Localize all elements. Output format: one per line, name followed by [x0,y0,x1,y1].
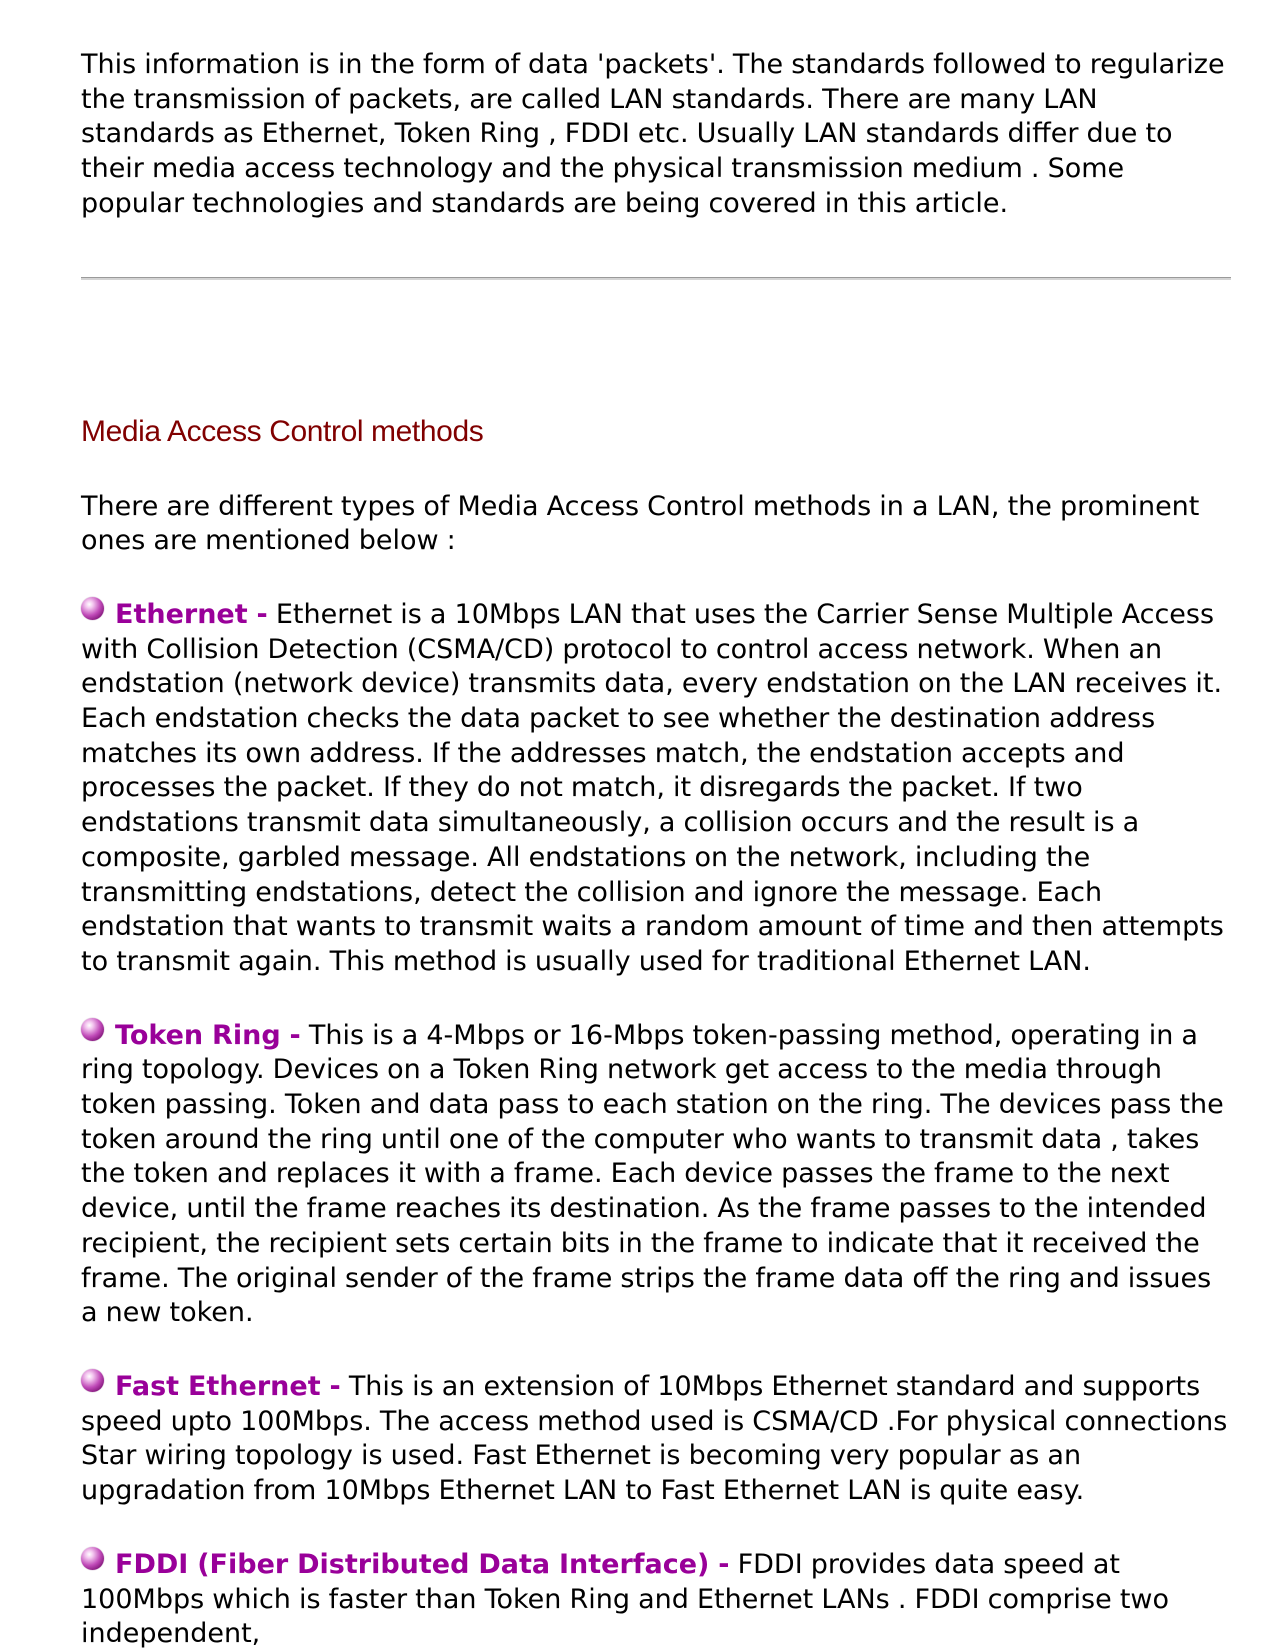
purple-bullet-icon [81,1018,104,1041]
desc-token-ring: This is a 4-Mbps or 16-Mbps token-passing method, operating in a ring topology. Devices on a Token Ring network get access to the media through token passing. Token and data pass to each station on the ring. The devices pass the token around the ring until one of the computer who wants to transmit data , takes the token and replaces it with a frame. Each device passes the frame to the next device, until the frame reaches its destination. As the frame passes to the intended recipient, the recipient sets certain bits in the frame to indicate that it received the frame. The original sender of the frame strips the frame data off the ring and issues a new token. [81,1019,1224,1329]
document-page [81,48,1231,1652]
purple-bullet-icon [81,597,104,620]
list-item-fast-ethernet [81,1369,1231,1509]
purple-bullet-icon [81,1547,104,1570]
term-fast-ethernet: Fast Ethernet - [115,1370,341,1402]
list-item-token-ring [81,1018,1231,1331]
section-heading: Media Access Control methods [81,414,484,448]
desc-ethernet: Ethernet is a 10Mbps LAN that uses the Carrier Sense Multiple Access with Collision Detection (CSMA/CD) protocol to control access network. When an endstation (network device) transmits data, every endstation on the LAN receives it. Each endstation checks the data packet to see whether the destination address matches its own address. If the addresses match, the endstation accepts and processes the packet. If they do not match, it disregards the packet. If two endstations transmit data simultaneously, a collision occurs and the result is a composite, garbled message. All endstations on the network, including the transmitting endstations, detect the collision and ignore the message. Each endstation that wants to transmit waits a random amount of time and then attempts to transmit again. This method is usually used for traditional Ethernet LAN. [81,598,1224,977]
list-item-ethernet [81,597,1231,980]
list-item-fddi [81,1547,1231,1652]
horizontal-divider [81,277,1231,280]
intro-paragraph: This information is in the form of data 'packets'. The standards followed to regularize the transmission of packets, are called LAN standards. There are many LAN standards as Ethernet, Token Ring , FDDI etc. Usually LAN standards differ due to their media access technology and the physical transmission medium . Some popular technologies and standards are being covered in this article. [81,49,1225,219]
term-fddi: FDDI (Fiber Distributed Data Interface) - [115,1548,730,1580]
purple-bullet-icon [81,1369,104,1392]
term-token-ring: Token Ring - [115,1019,301,1051]
desc-fast-ethernet: This is an extension of 10Mbps Ethernet standard and supports speed upto 100Mbps. The access method used is CSMA/CD .For physical connections Star wiring topology is used. Fast Ethernet is becoming very popular as an upgradation from 10Mbps Ethernet LAN to Fast Ethernet LAN is quite easy. [81,1370,1228,1507]
section-intro: There are different types of Media Access Control methods in a LAN, the prominent ones are mentioned below : [81,490,1200,557]
term-ethernet: Ethernet - [115,598,268,630]
desc-fddi: FDDI provides data speed at 100Mbps which is faster than Token Ring and Ethernet LANs . FDDI comprise two independent, [81,1548,1170,1650]
